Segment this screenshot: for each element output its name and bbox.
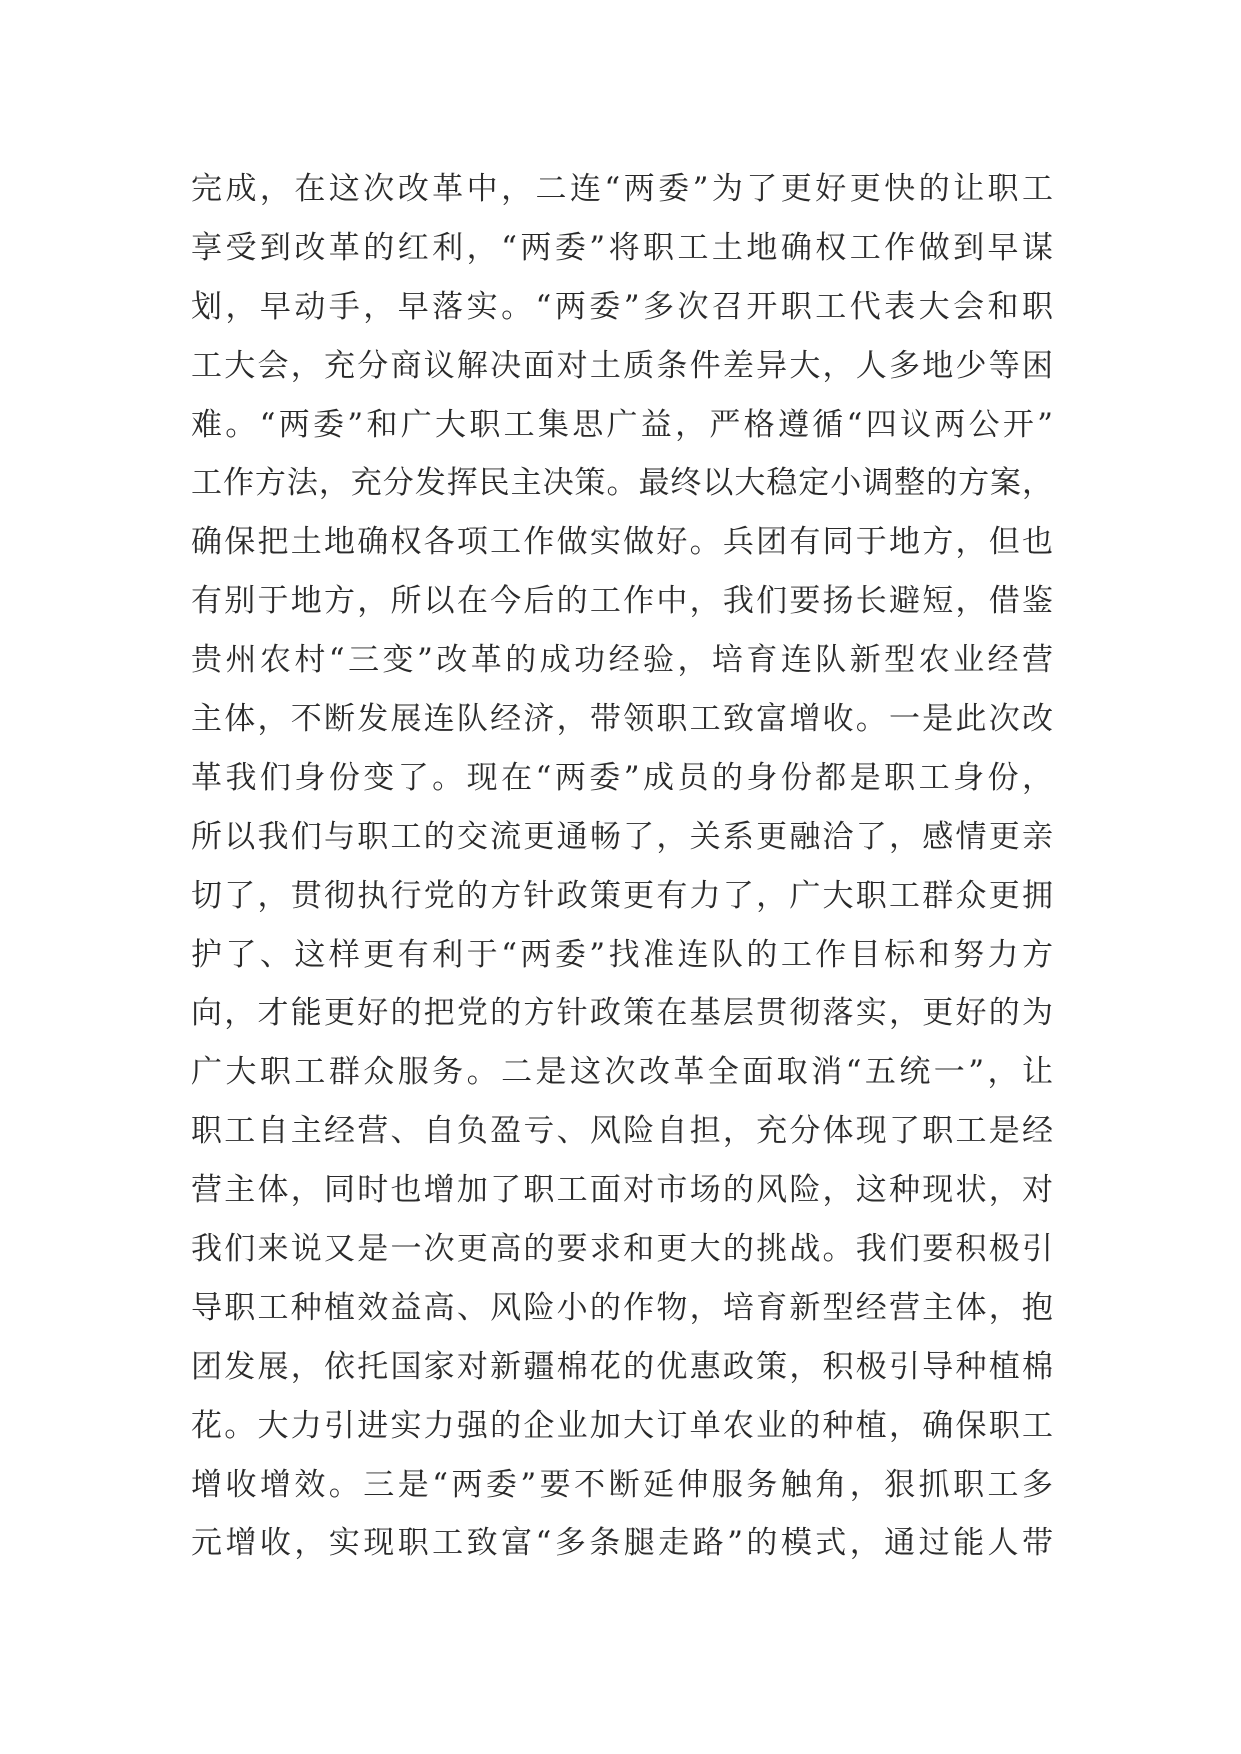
- text-line: 划，早动手，早落实。“两委”多次召开职工代表大会和职: [191, 288, 1053, 325]
- text-line: 革我们身份变了。现在“两委”成员的身份都是职工身份，: [191, 759, 1053, 796]
- text-line: 元增收，实现职工致富“多条腿走路”的模式，通过能人带: [191, 1525, 1053, 1562]
- text-line: 营主体，同时也增加了职工面对市场的风险，这种现状，对: [191, 1172, 1053, 1209]
- text-line: 切了，贯彻执行党的方针政策更有力了，广大职工群众更拥: [191, 877, 1053, 914]
- text-line: 难。“两委”和广大职工集思广益，严格遵循“四议两公开”: [191, 406, 1053, 443]
- text-line: 增收增效。三是“两委”要不断延伸服务触角，狠抓职工多: [191, 1466, 1053, 1503]
- text-line: 护了、这样更有利于“两委”找准连队的工作目标和努力方: [191, 936, 1053, 973]
- text-line: 我们来说又是一次更高的要求和更大的挑战。我们要积极引: [191, 1231, 1053, 1268]
- text-line: 工作方法，充分发挥民主决策。最终以大稳定小调整的方案，: [191, 465, 1053, 502]
- text-line: 团发展，依托国家对新疆棉花的优惠政策，积极引导种植棉: [191, 1348, 1053, 1385]
- text-line: 广大职工群众服务。二是这次改革全面取消“五统一”，让: [191, 1054, 1053, 1091]
- text-line: 向，才能更好的把党的方针政策在基层贯彻落实，更好的为: [191, 995, 1053, 1032]
- text-line: 完成，在这次改革中，二连“两委”为了更好更快的让职工: [191, 171, 1053, 207]
- text-line: 工大会，充分商议解决面对土质条件差异大，人多地少等困: [191, 347, 1053, 384]
- text-line: 贵州农村“三变”改革的成功经验，培育连队新型农业经营: [191, 642, 1053, 679]
- text-line: 有别于地方，所以在今后的工作中，我们要扬长避短，借鉴: [191, 583, 1053, 620]
- text-line: 导职工种植效益高、风险小的作物，培育新型经营主体，抱: [191, 1289, 1053, 1326]
- body-paragraph: [191, 160, 1053, 1573]
- text-line: 职工自主经营、自负盈亏、风险自担，充分体现了职工是经: [191, 1113, 1053, 1150]
- text-line: 主体，不断发展连队经济，带领职工致富增收。一是此次改: [191, 701, 1053, 738]
- text-line: 确保把土地确权各项工作做实做好。兵团有同于地方，但也: [191, 524, 1053, 561]
- text-line: 花。大力引进实力强的企业加大订单农业的种植，确保职工: [191, 1407, 1053, 1444]
- text-line: 享受到改革的红利，“两委”将职工土地确权工作做到早谋: [191, 229, 1053, 266]
- text-line: 所以我们与职工的交流更通畅了，关系更融洽了，感情更亲: [191, 818, 1053, 855]
